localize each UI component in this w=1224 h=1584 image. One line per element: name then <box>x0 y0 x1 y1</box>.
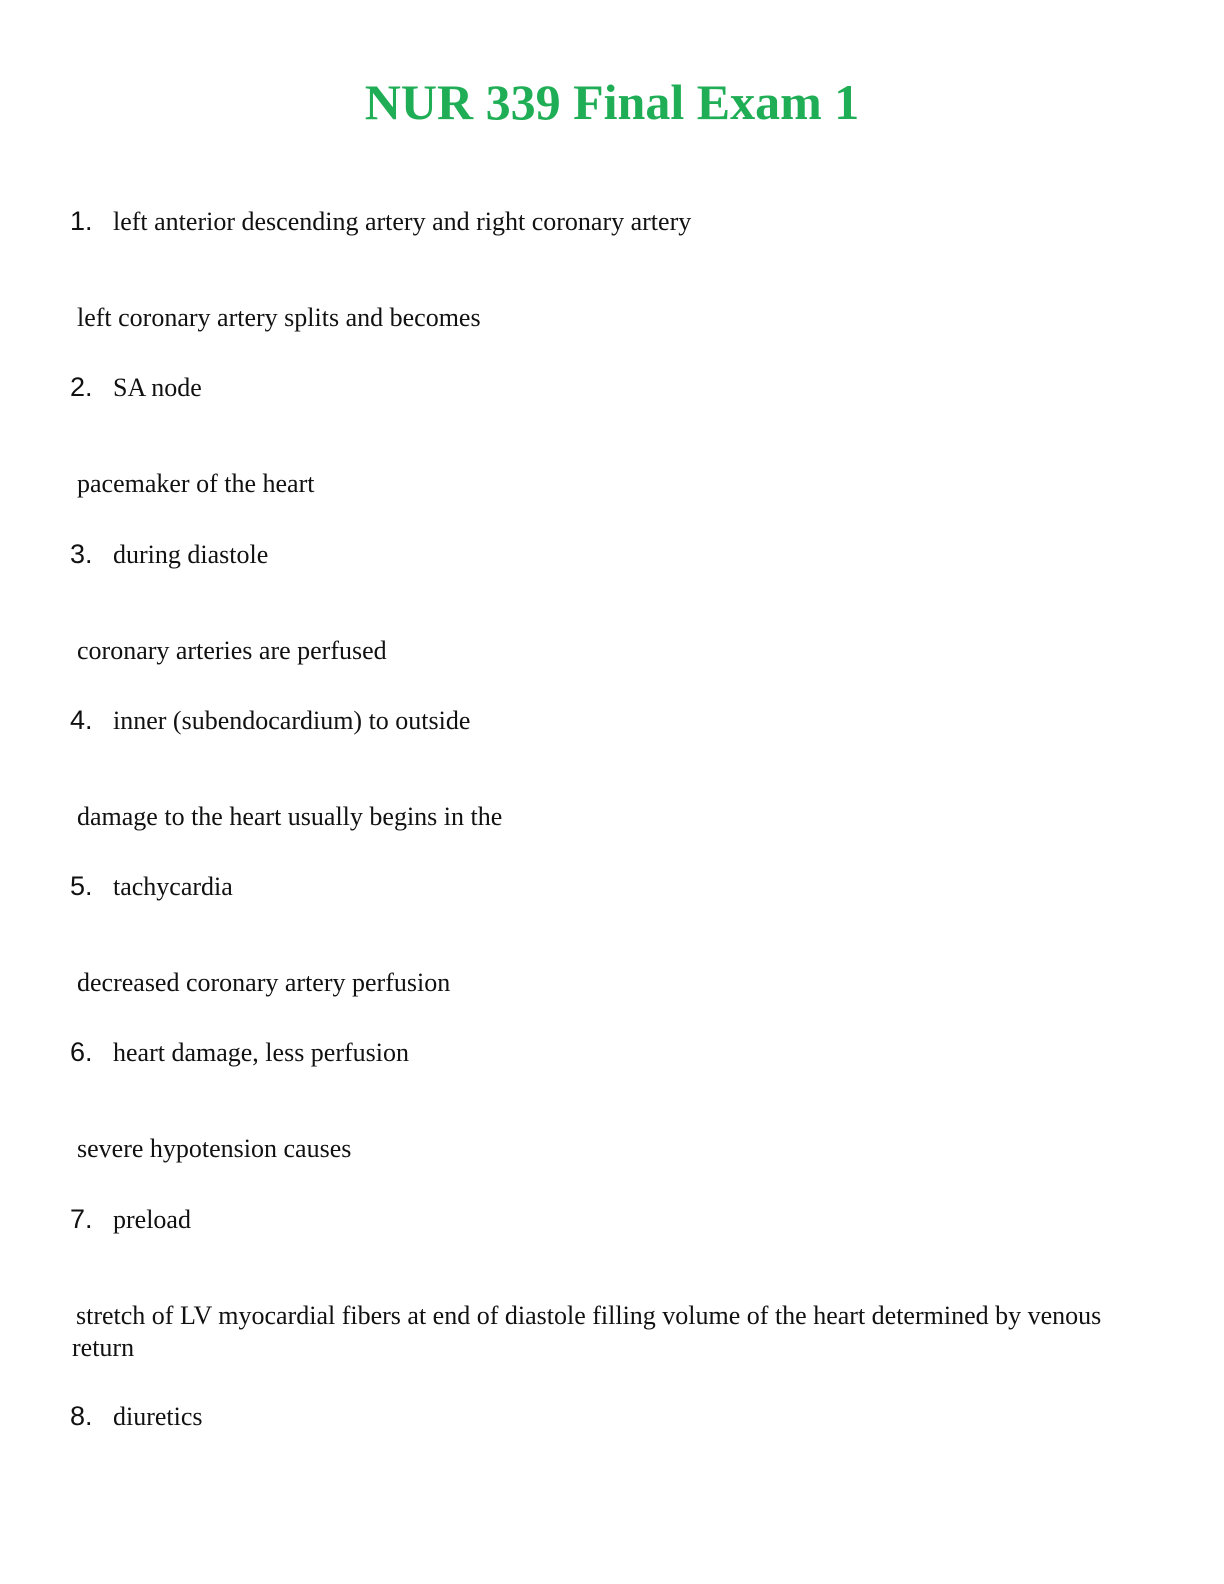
item-term: heart damage, less perfusion <box>113 1038 410 1067</box>
item-number: 6. <box>70 1037 93 1067</box>
item-term: during diastole <box>113 540 269 569</box>
item-number: 5. <box>70 871 93 901</box>
item-definition: pacemaker of the heart <box>77 469 315 498</box>
item-term: preload <box>113 1205 191 1234</box>
item-number: 4. <box>70 705 93 735</box>
list-item-term <box>70 370 1130 410</box>
item-number: 8. <box>70 1401 93 1431</box>
list-item-term <box>70 204 1130 244</box>
item-number: 1. <box>70 206 93 236</box>
item-term: inner (subendocardium) to outside <box>113 706 471 735</box>
list-item-term <box>70 1202 1130 1242</box>
item-term: left anterior descending artery and right coronary artery <box>113 207 692 236</box>
item-number: 7. <box>70 1204 93 1234</box>
item-number: 3. <box>70 539 93 569</box>
list-item-term <box>70 537 1130 577</box>
item-definition: coronary arteries are perfused <box>77 636 387 665</box>
list-item-term <box>70 1035 1130 1075</box>
list-item-term <box>70 869 1130 909</box>
list-item-term <box>70 1399 1130 1439</box>
item-number: 2. <box>70 372 93 402</box>
item-definition: damage to the heart usually begins in the <box>77 802 503 831</box>
item-term: tachycardia <box>113 872 233 901</box>
item-term: SA node <box>113 373 202 402</box>
page-title: NUR 339 Final Exam 1 <box>364 74 860 130</box>
list-item-term <box>70 703 1130 743</box>
item-term: diuretics <box>113 1402 203 1431</box>
item-definition: stretch of LV myocardial fibers at end of diastole filling volume of the heart determined by venous return <box>72 1301 1102 1362</box>
item-definition: left coronary artery splits and becomes <box>77 303 481 332</box>
item-definition: decreased coronary artery perfusion <box>77 968 451 997</box>
item-definition: severe hypotension causes <box>77 1134 352 1163</box>
